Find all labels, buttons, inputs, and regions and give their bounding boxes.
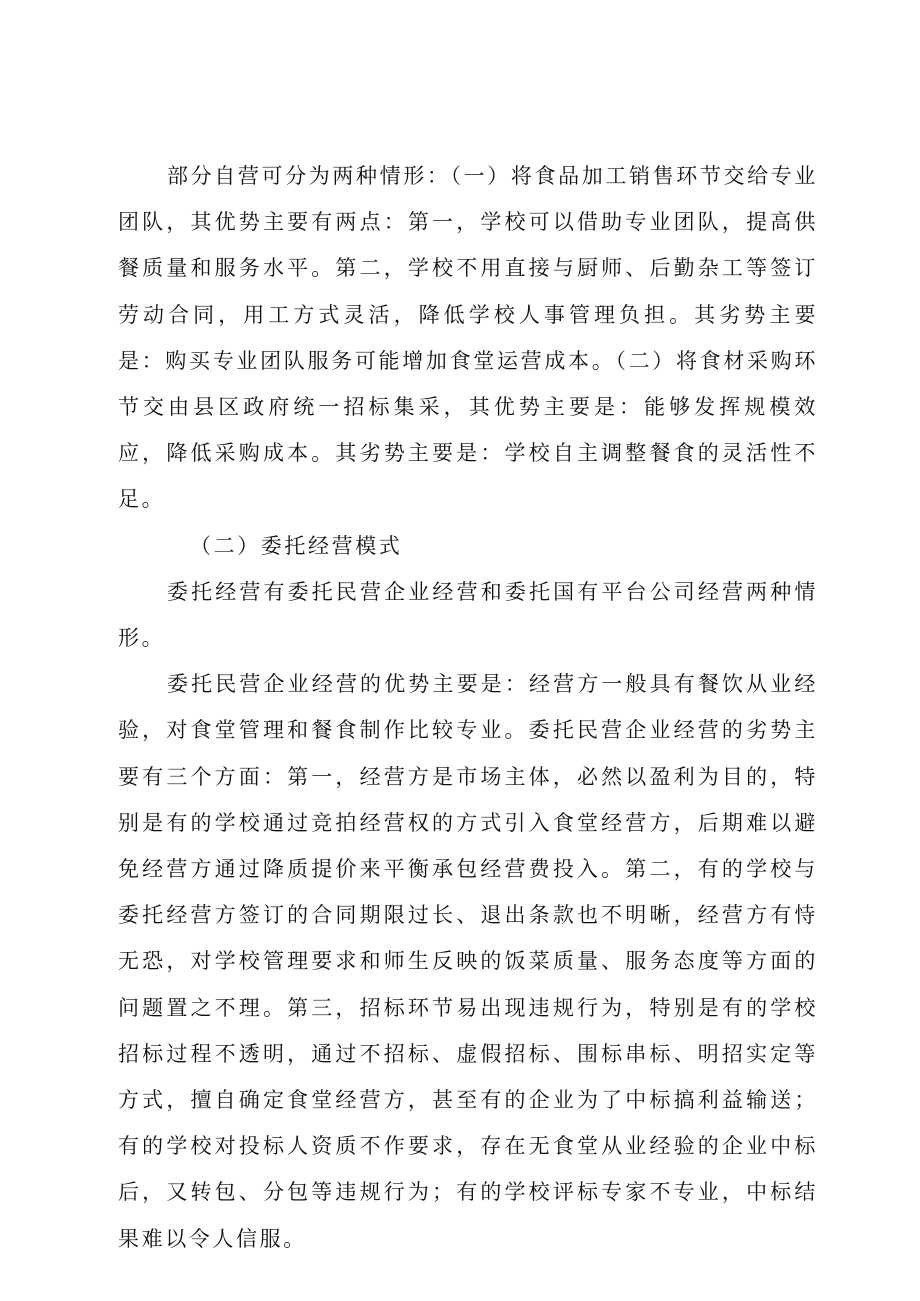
- paragraph-partial-self-operation: 部分自营可分为两种情形：（一）将食品加工销售环节交给专业团队，其优势主要有两点：第一，学校可以借助专业团队，提高供餐质量和服务水平。第二，学校不用直接与厨师、后勤杂工等签订劳动合同，用工方式灵活，降低学校人事管理负担。其劣势主要是：购买专业团队服务可能增加食堂运营成本。（二）将食材采购环节交由县区政府统一招标集采，其优势主要是：能够发挥规模效应，降低采购成本。其劣势主要是：学校自主调整餐食的灵活性不足。: [118, 164, 818, 512]
- paragraph-private-enterprise: 委托民营企业经营的优势主要是：经营方一般具有餐饮从业经验，对食堂管理和餐食制作比较专业。委托民营企业经营的劣势主要有三个方面：第一，经营方是市场主体，必然以盈利为目的，特别是有的学校通过竞拍经营权的方式引入食堂经营方，后期难以避免经营方通过降质提价来平衡承包经营费投入。第二，有的学校与委托经营方签订的合同期限过长、退出条款也不明晰，经营方有恃无恐，对学校管理要求和师生反映的饭菜质量、服务态度等方面的问题置之不理。第三，招标环节易出现违规行为，特别是有的学校招标过程不透明，通过不招标、虚假招标、围标串标、明招实定等方式，擅自确定食堂经营方，甚至有的企业为了中标搞利益输送；有的学校对投标人资质不作要求，存在无食堂从业经验的企业中标后，又转包、分包等违规行为；有的学校评标专家不专业，中标结果难以令人信服。: [118, 672, 818, 1251]
- section-heading-entrusted-operation: （二）委托经营模式: [190, 533, 403, 558]
- paragraph-entrusted-overview: 委托经营有委托民营企业经营和委托国有平台公司经营两种情形。: [118, 579, 818, 651]
- document-body: [118, 153, 818, 1262]
